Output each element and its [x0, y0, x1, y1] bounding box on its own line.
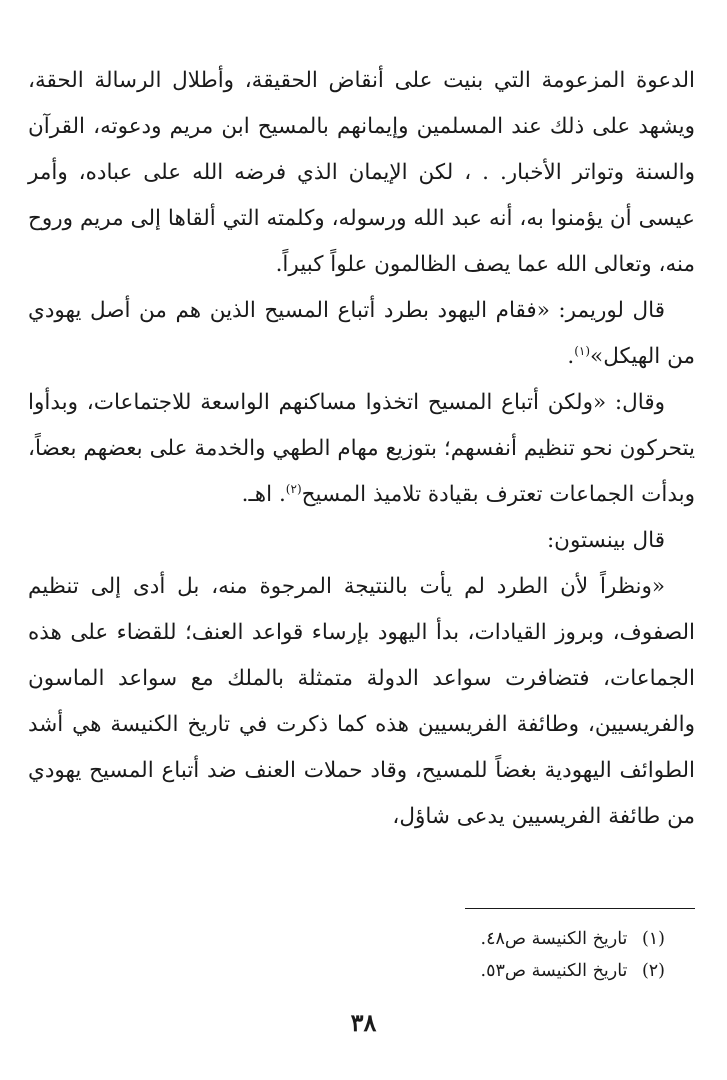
paragraph-binston-intro — [28, 518, 695, 564]
footnotes-section — [28, 908, 695, 987]
footnote-text: تاريخ الكنيسة ص٤٨. — [480, 929, 628, 949]
paragraph-text: قال لوريمر: «فقام اليهود بطرد أتباع المسيح الذين هم من أصل يهودي من الهيكل» — [28, 298, 695, 369]
footnote-number: (٢) — [641, 961, 665, 981]
paragraph-continuation — [28, 58, 695, 288]
paragraph-lorimer-quote — [28, 288, 695, 380]
footnote-ref-2[interactable]: (٢) — [285, 481, 302, 496]
footnote-1 — [28, 923, 695, 955]
page-number: ٣٨ — [350, 1008, 377, 1037]
footnote-text: تاريخ الكنيسة ص٥٣. — [480, 961, 628, 981]
paragraph-text: وقال: «ولكن أتباع المسيح اتخذوا مساكنهم الواسعة للاجتماعات، وبدأوا يتحركون نحو تنظيم أنفسهم؛ بتوزيع مهام الطهي والخدمة على بعضهم بعضاً، وبدأت الجماعات تعترف بقيادة تلاميذ المسيح — [28, 390, 695, 507]
page-body — [28, 58, 695, 840]
paragraph-second-quote — [28, 380, 695, 518]
paragraph-text: قال بينستون: — [546, 528, 665, 553]
footnote-divider — [465, 908, 695, 909]
paragraph-tail: . — [567, 344, 575, 369]
footnote-2 — [28, 955, 695, 987]
footnote-number: (١) — [641, 929, 665, 949]
paragraph-tail: . اهـ. — [241, 482, 286, 507]
paragraph-binston-quote — [28, 564, 695, 840]
paragraph-text: «ونظراً لأن الطرد لم يأت بالنتيجة المرجوة منه، بل أدى إلى تنظيم الصفوف، وبروز القيادات، بدأ اليهود بإرساء قواعد العنف؛ للقضاء على هذه الجماعات، فتضافرت سواعد الدولة متمثلة بالملك مع سواعد الماسون والفريسيين، وطائفة الفريسيين هذه كما ذكرت في تاريخ الكنيسة هي أشد الطوائف اليهودية بغضاً للمسيح، وقاد حملات العنف ضد أتباع المسيح يهودي من طائفة الفريسيين يدعى شاؤل، — [28, 574, 695, 829]
footnote-ref-1[interactable]: (١) — [574, 343, 591, 358]
paragraph-text: الدعوة المزعومة التي بنيت على أنقاض الحقيقة، وأطلال الرسالة الحقة، ويشهد على ذلك عند المسلمين وإيمانهم بالمسيح ابن مريم ودعوته، القرآن والسنة وتواتر الأخبار. . ، لكن الإيمان الذي فرضه الله على عباده، وأمر عيسى أن يؤمنوا به، أنه عبد الله ورسوله، وكلمته التي ألقاها إلى مريم وروح منه، وتعالى الله عما يصف الظالمون علواً كبيراً. — [28, 68, 695, 277]
